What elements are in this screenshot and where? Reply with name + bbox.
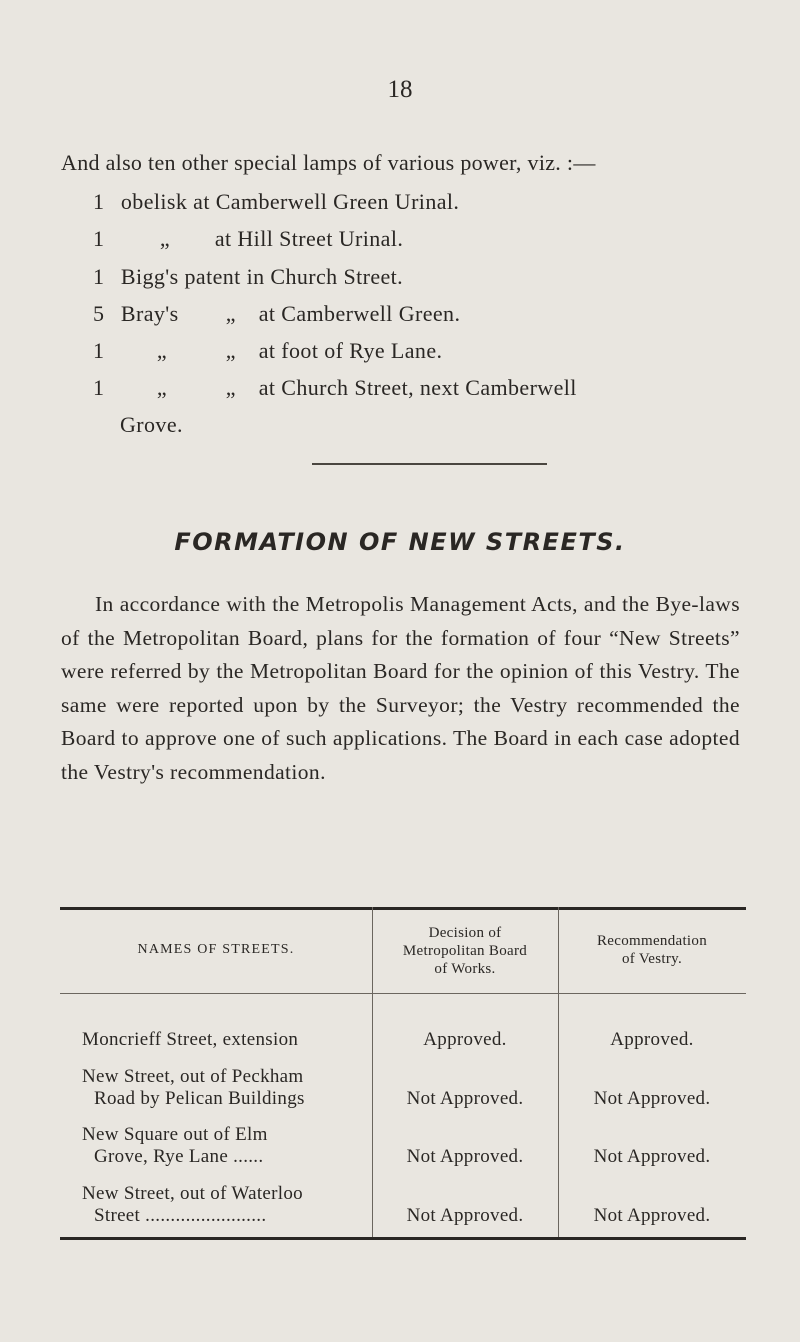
header-line: of Works. <box>434 961 496 977</box>
recommendation-cell: Not Approved. <box>593 1146 711 1167</box>
street-name-line: New Street, out of Waterloo <box>82 1183 303 1204</box>
lamp-text: obelisk at Camberwell Green Urinal. <box>120 189 460 214</box>
recommendation-cell: Approved. <box>610 1029 694 1050</box>
intro-line: And also ten other special lamps of various power, viz. :— <box>61 150 596 175</box>
lamp-qty: 1 <box>93 338 105 363</box>
street-name-line: New Square out of Elm <box>82 1124 268 1145</box>
header-line: of Vestry. <box>621 951 683 967</box>
section-divider <box>312 463 547 465</box>
ditto-mark: „ <box>156 375 167 400</box>
ditto-mark: „ <box>159 226 170 251</box>
street-name <box>82 1066 367 1110</box>
header-line: Metropolitan Board <box>402 943 528 959</box>
section-heading: FORMATION OF NEW STREETS. <box>174 528 626 556</box>
lamp-text: at Church Street, next Camberwell <box>258 375 577 400</box>
street-name-line: Grove, Rye Lane ...... <box>94 1146 264 1167</box>
lamp-qty: 1 <box>93 375 105 400</box>
street-name <box>82 1183 367 1227</box>
street-name <box>82 1029 367 1051</box>
lamp-qty: 1 <box>93 226 105 251</box>
paragraph-text: In accordance with the Metropolis Management Acts, and the Bye-laws of the Metropolitan Board, plans for the formation of four “New Streets” were referred by the Metropolitan Board for the opinion of this Vestry. The same were reported upon by the Surveyor; the Vestry recommended the Board to approve one of such applications. The Board in each case adopted the Vestry's recommendation. <box>61 592 740 784</box>
table-header-rule <box>60 993 746 994</box>
lamp-line-3 <box>93 264 403 290</box>
lamp-text: Bigg's patent in Church Street. <box>120 264 404 289</box>
street-name <box>82 1124 367 1168</box>
decision-cell: Not Approved. <box>406 1146 524 1167</box>
header-recommendation <box>558 932 746 968</box>
lamp-line-1 <box>93 189 459 215</box>
decision-cell: Approved. <box>423 1029 507 1050</box>
page-number: 18 <box>387 76 413 103</box>
header-decision <box>372 924 558 978</box>
ditto-mark: „ <box>225 375 236 400</box>
recommendation-cell: Not Approved. <box>593 1205 711 1226</box>
table-top-rule <box>60 907 746 910</box>
street-name-line: Street ........................ <box>94 1205 267 1226</box>
ditto-mark: „ <box>225 338 236 363</box>
decision-cell: Not Approved. <box>406 1205 524 1226</box>
lamp-text: at Camberwell Green. <box>258 301 461 326</box>
lamp-line-4 <box>93 301 460 327</box>
recommendation-cell: Not Approved. <box>593 1088 711 1109</box>
lamp-line-5 <box>93 338 442 364</box>
lamp-qty: 1 <box>93 189 105 214</box>
lamp-qty: 1 <box>93 264 105 289</box>
header-line: Recommendation <box>596 933 707 949</box>
header-names-of-streets: NAMES OF STREETS. <box>137 942 295 957</box>
street-name-line: Road by Pelican Buildings <box>94 1088 305 1109</box>
lamp-line-6 <box>93 375 577 401</box>
decision-cell: Not Approved. <box>406 1088 524 1109</box>
body-paragraph <box>61 588 740 789</box>
lamp-qty: 5 <box>93 301 105 326</box>
lamp-continuation: Grove. <box>120 412 183 437</box>
lamp-line-2 <box>93 226 403 252</box>
table-bottom-rule <box>60 1237 746 1240</box>
lamp-maker: Bray's <box>120 301 179 326</box>
header-line: Decision of <box>428 925 502 941</box>
street-name-line: New Street, out of Peckham <box>82 1066 304 1087</box>
lamp-text: at Hill Street Urinal. <box>214 226 404 251</box>
ditto-mark: „ <box>225 301 236 326</box>
lamp-text: at foot of Rye Lane. <box>258 338 443 363</box>
ditto-mark: „ <box>156 338 167 363</box>
street-name-line: Moncrieff Street, extension <box>82 1029 299 1050</box>
